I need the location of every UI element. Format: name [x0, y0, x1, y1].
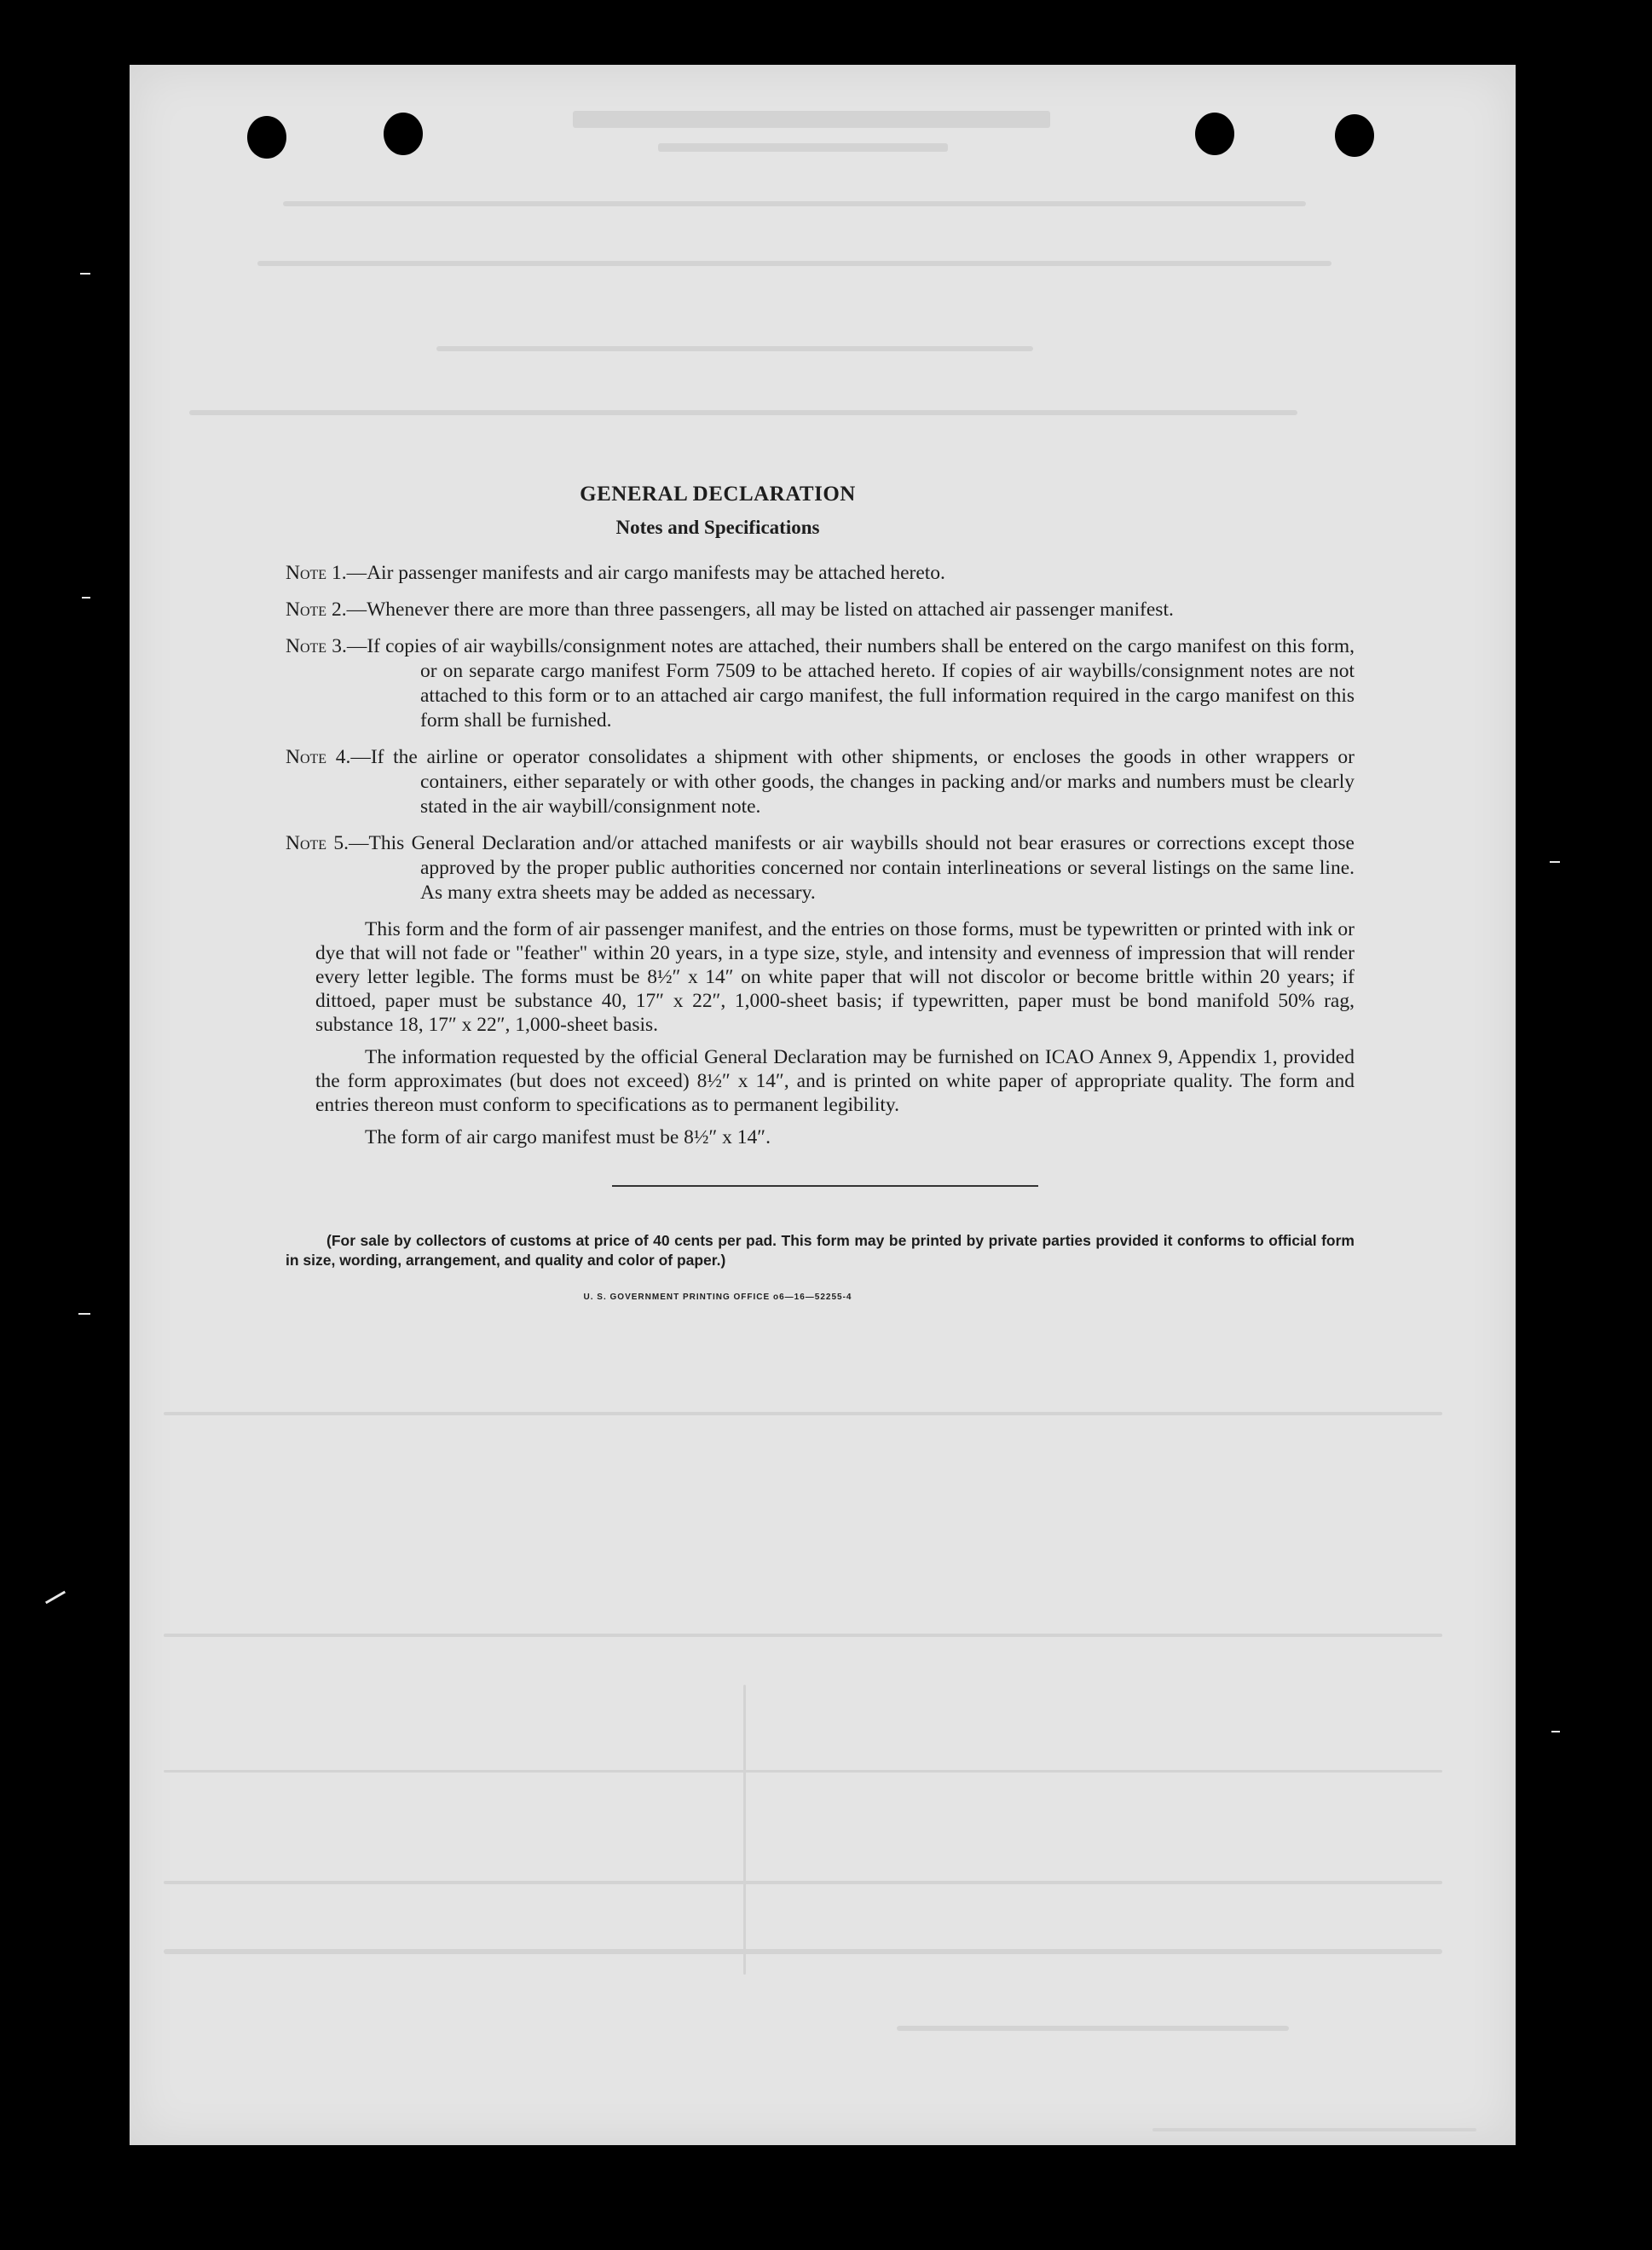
bleed-through-mark — [164, 1949, 1442, 1954]
bleed-through-mark — [897, 2026, 1289, 2031]
document-title: GENERAL DECLARATION — [580, 483, 856, 506]
note-4 — [286, 745, 1355, 819]
note-5 — [286, 831, 1355, 905]
document-subtitle: Notes and Specifications — [615, 517, 820, 538]
note-3 — [286, 634, 1355, 733]
punch-hole-left-2 — [384, 113, 423, 155]
film-scratch — [78, 1313, 90, 1315]
note-text: —If the airline or operator consolidates a shipment with other shipments, or encloses the goods in other wrappers or containers, either separately or with other goods, the changes in packing and/or marks and numbers must be clearly stated in the air waybill/consignment note. — [350, 746, 1355, 818]
bleed-through-mark — [164, 1881, 1442, 1884]
punch-hole-left-1 — [247, 116, 286, 159]
punch-hole-right-2 — [1335, 114, 1374, 157]
film-scratch — [1550, 861, 1560, 863]
note-text: —Whenever there are more than three passengers, all may be listed on attached air passenger manifest. — [346, 599, 1174, 621]
printing-office-imprint: U. S. GOVERNMENT PRINTING OFFICE o6—16—52255-4 — [583, 1293, 852, 1302]
bleed-through-mark — [164, 1412, 1442, 1415]
bleed-through-mark — [573, 111, 1050, 128]
film-scratch — [45, 1591, 66, 1605]
film-scratch — [1551, 1731, 1560, 1732]
paragraph-icao-annex: The information requested by the official General Declaration may be furnished on ICAO Annex 9, Appendix 1, provided the form approximates (but does not exceed) 8½″ x 14″, and is printed on white paper of appropriate quality. The form and entries thereon must conform to specifications as to permanent legibility. — [315, 1046, 1355, 1116]
note-label: Note 2. — [286, 599, 347, 621]
note-label: Note 1. — [286, 562, 347, 584]
note-1 — [286, 561, 1355, 586]
bleed-through-mark — [189, 410, 1297, 415]
notes-list — [286, 561, 1355, 905]
film-scratch — [82, 597, 90, 599]
bleed-through-mark — [257, 261, 1331, 266]
note-2 — [286, 598, 1355, 622]
paragraph-form-requirements: This form and the form of air passenger manifest, and the entries on those forms, must be typewritten or printed with ink or dye that will not fade or "feather" within 20 years, in a type size, style, and intensity and evenness of impression that will render every letter legible. The forms must be 8½″ x 14″ on white paper that will not discolor or become brittle within 20 years; if dittoed, paper must be substance 40, 17″ x 22″, 1,000-sheet basis; if typewritten, paper must be bond manifold 50% rag, substance 18, 17″ x 22″, 1,000-sheet basis. — [315, 918, 1355, 1036]
bleed-through-mark — [283, 201, 1306, 206]
note-label: Note 3. — [286, 635, 347, 657]
sale-notice: (For sale by collectors of customs at price of 40 cents per pad. This form may be printed by private parties provided it conforms to official form in size, wording, arrangement, and quality and color of paper.) — [286, 1232, 1355, 1269]
bleed-through-mark — [436, 346, 1033, 351]
bleed-through-mark — [658, 143, 948, 152]
note-text: —If copies of air waybills/consignment notes are attached, their numbers shall be entered on the cargo manifest on this form, or on separate cargo manifest Form 7509 to be attached hereto. If copies of air waybills/consignment notes are not attached to this form or to an attached air cargo manifest, the full information required in the cargo manifest on this form shall be furnished. — [346, 635, 1355, 732]
bleed-through-mark — [1152, 2128, 1476, 2131]
note-text: —This General Declaration and/or attached manifests or air waybills should not bear erasures or corrections except those approved by the proper public authorities concerned nor contain interlineations or several listings on the same line. As many extra sheets may be added as necessary. — [349, 832, 1355, 904]
bleed-through-mark — [743, 1685, 746, 1975]
note-text: —Air passenger manifests and air cargo manifests may be attached hereto. — [346, 562, 945, 584]
divider-rule — [612, 1185, 1038, 1187]
bleed-through-mark — [164, 1770, 1442, 1773]
document-content — [286, 483, 1355, 1302]
film-scratch — [80, 273, 90, 275]
note-label: Note 4. — [286, 746, 351, 768]
paragraph-cargo-manifest-size: The form of air cargo manifest must be 8½″ x 14″. — [365, 1126, 771, 1148]
note-label: Note 5. — [286, 832, 349, 854]
bleed-through-mark — [164, 1634, 1442, 1637]
punch-hole-right-1 — [1195, 113, 1234, 155]
